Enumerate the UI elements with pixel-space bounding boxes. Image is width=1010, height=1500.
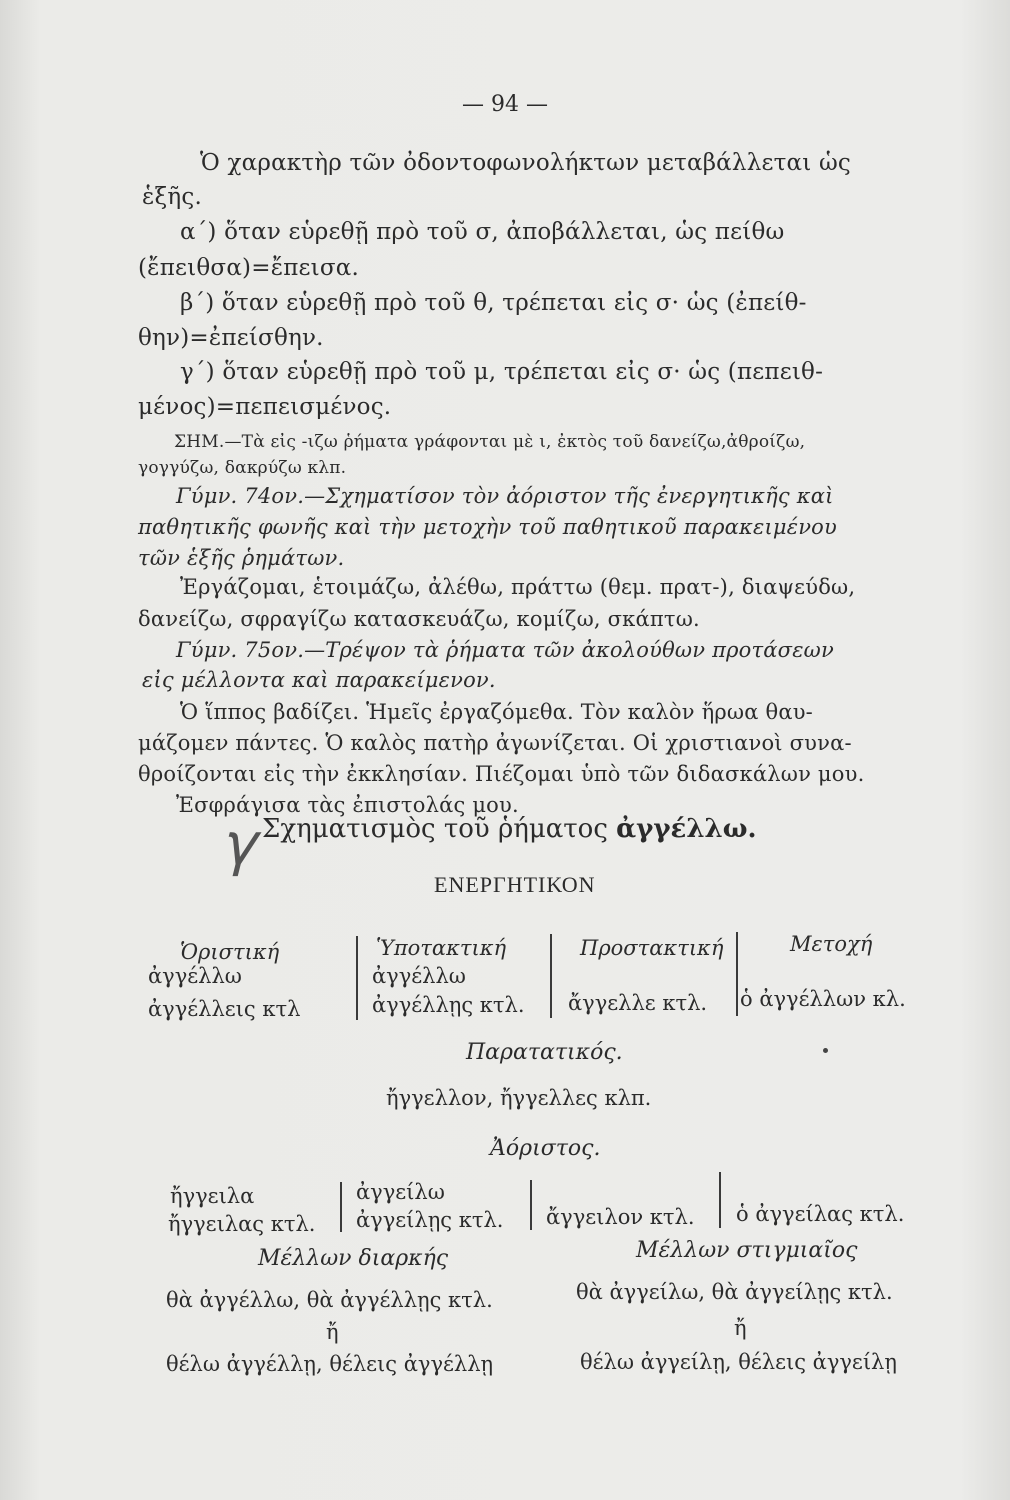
table-divider — [736, 932, 738, 1016]
table-divider — [356, 936, 358, 1020]
table-cell: ἀγγέλλω — [372, 964, 466, 988]
exercise-line: Γύμν. 74ον.—Σχηματίσον τὸν ἀόριστον τῆς ἐνεργητικῆς καὶ — [176, 484, 834, 508]
page-number: — 94 — — [462, 92, 548, 117]
table-cell: ἀγγείλῃς κτλ. — [356, 1208, 504, 1232]
body-line: ἑξῆς. — [142, 184, 202, 210]
imperfect-forms: ἤγγελλον, ἤγγελλες κλπ. — [386, 1086, 652, 1110]
exercise-line: Ἐσφράγισα τὰς ἐπιστολάς μου. — [176, 793, 519, 817]
exercise-line: εἰς μέλλοντα καὶ παρακείμενον. — [142, 668, 496, 692]
table-cell: ἤγγειλας κτλ. — [168, 1212, 316, 1236]
aorist-title: Ἀόριστος. — [490, 1136, 601, 1161]
table-cell: ἄγγελλε κτλ. — [568, 991, 708, 1015]
voice-heading: ΕΝΕΡΓΗΤΙΚΟΝ — [434, 872, 596, 897]
exercise-line: Γύμν. 75ον.—Τρέψον τὰ ῥήματα τῶν ἀκολούθων προτάσεων — [176, 638, 834, 662]
table-divider — [530, 1180, 532, 1230]
ink-dot — [823, 1048, 828, 1053]
future-continuous-title: Μέλλων διαρκής — [258, 1246, 449, 1271]
table-header-imperative: Προστακτική — [580, 936, 724, 960]
exercise-line: παθητικῆς φωνῆς καὶ τὴν μετοχὴν τοῦ παθητικοῦ παρακειμένου — [138, 515, 837, 539]
section-heading-text: Σχηματισμὸς τοῦ ῥήματος — [262, 814, 608, 844]
section-verb: ἀγγέλλω. — [616, 814, 757, 844]
body-line: Ὁ χαρακτὴρ τῶν ὀδοντοφωνολήκτων μεταβάλλεται ὡς — [200, 150, 852, 176]
future-instant-title: Μέλλων στιγμιαῖος — [636, 1238, 858, 1263]
table-divider — [719, 1172, 721, 1228]
table-cell: ἀγγέλλεις κτλ — [148, 997, 301, 1021]
table-divider — [340, 1182, 342, 1232]
body-line: (ἔπειθσα)=ἔπεισα. — [138, 255, 360, 281]
table-header-subjunctive: Ὑποτακτική — [376, 936, 507, 960]
table-cell: ἀγγέλλῃς κτλ. — [372, 993, 525, 1017]
table-cell: ἄγγειλον κτλ. — [546, 1205, 695, 1229]
exercise-line: θροίζονται εἰς τὴν ἐκκλησίαν. Πιέζομαι ὑπὸ τῶν διδασκάλων μου. — [138, 762, 865, 786]
or-word: ἤ — [326, 1320, 339, 1344]
section-heading — [262, 814, 757, 844]
future-continuous-line: θὰ ἀγγέλλω, θὰ ἀγγέλλῃς κτλ. — [166, 1288, 493, 1312]
table-cell: ὁ ἀγγείλας κτλ. — [736, 1202, 905, 1226]
exercise-line: δανείζω, σφραγίζω κατασκευάζω, κομίζω, σκάπτω. — [138, 607, 700, 631]
body-line: γ΄) ὅταν εὑρεθῇ πρὸ τοῦ μ, τρέπεται εἰς σ· ὡς (πεπειθ- — [180, 359, 824, 385]
exercise-line: μάζομεν πάντες. Ὁ καλὸς πατὴρ ἀγωνίζεται. Οἱ χριστιανοὶ συνα- — [138, 731, 852, 755]
note-line: ΣΗΜ.—Τὰ εἰς -ιζω ῥήματα γράφονται μὲ ι, ἐκτὸς τοῦ δανείζω,ἀθροίζω, — [174, 432, 806, 452]
body-line: α΄) ὅταν εὑρεθῇ πρὸ τοῦ σ, ἀποβάλλεται, ὡς πείθω — [180, 219, 785, 245]
exercise-line: Ἐργάζομαι, ἑτοιμάζω, ἀλέθω, πράττω (θεμ. πρατ-), διαψεύδω, — [180, 575, 856, 599]
future-instant-line: θέλω ἀγγείλῃ, θέλεις ἀγγείλῃ — [580, 1350, 897, 1374]
body-line: β΄) ὅταν εὑρεθῇ πρὸ τοῦ θ, τρέπεται εἰς σ· ὡς (ἐπείθ- — [180, 290, 807, 316]
exercise-line: τῶν ἑξῆς ῥημάτων. — [138, 546, 345, 570]
or-word: ἤ — [734, 1316, 747, 1340]
note-line: γογγύζω, δακρύζω κλπ. — [138, 458, 347, 478]
future-instant-line: θὰ ἀγγείλω, θὰ ἀγγείλῃς κτλ. — [576, 1280, 893, 1304]
body-line: θην)=ἐπείσθην. — [138, 325, 324, 351]
table-header-indicative: Ὁριστική — [180, 940, 280, 964]
body-line: μένος)=πεπεισμένος. — [138, 394, 392, 420]
table-cell: ἀγγέλλω — [148, 964, 242, 988]
table-divider — [550, 934, 552, 1018]
table-cell: ἀγγείλω — [356, 1180, 445, 1204]
table-header-participle: Μετοχή — [790, 932, 873, 956]
future-continuous-line: θέλω ἀγγέλλῃ, θέλεις ἀγγέλλῃ — [166, 1352, 494, 1376]
imperfect-title: Παρατατικός. — [466, 1040, 623, 1065]
table-cell: ἤγγειλα — [170, 1184, 255, 1208]
exercise-line: Ὁ ἵππος βαδίζει. Ἡμεῖς ἐργαζόμεθα. Τὸν καλὸν ἥρωα θαυ- — [180, 700, 813, 724]
handwritten-mark: γ — [217, 810, 269, 878]
table-cell: ὁ ἀγγέλλων κλ. — [740, 987, 906, 1011]
